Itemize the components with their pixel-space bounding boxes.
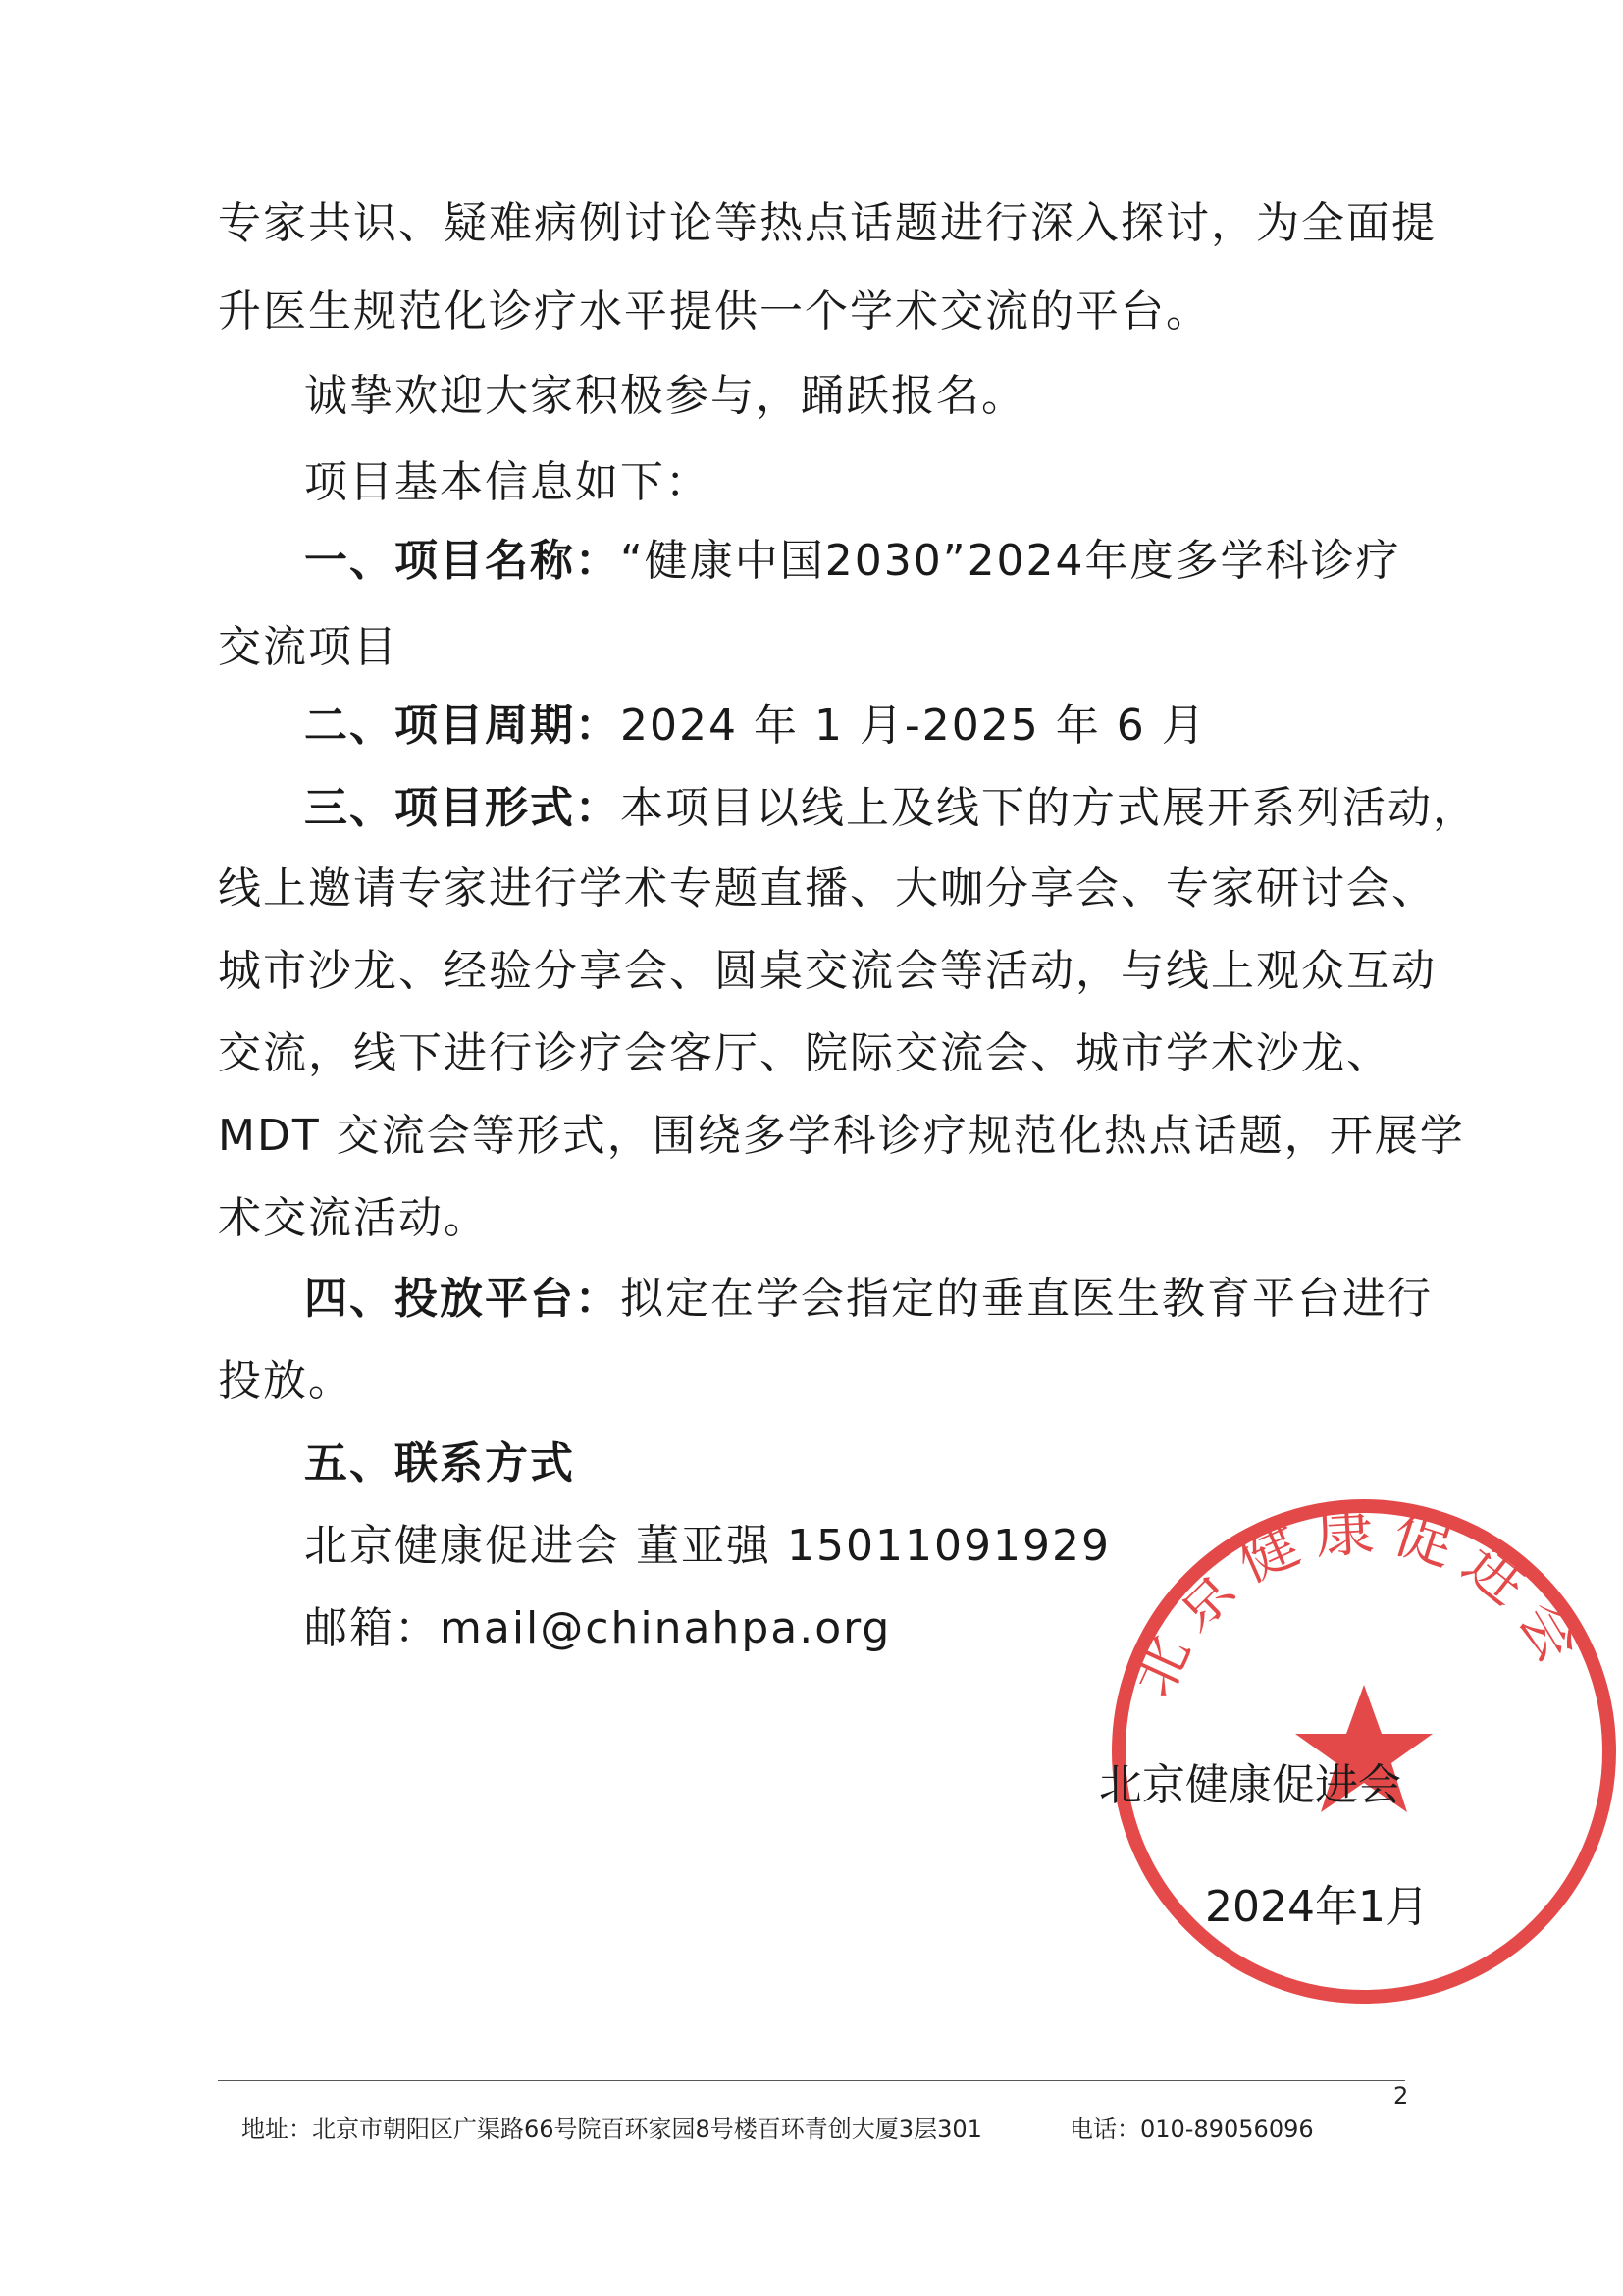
paragraph-line [218,618,398,677]
paragraph-line [218,860,1437,918]
paragraph-line [218,1189,489,1248]
paragraph-line [218,194,1437,253]
body-text: 线上邀请专家进行学术专题直播、大咖分享会、专家研讨会、 [218,863,1437,913]
contact-name: 董亚强 [636,1521,771,1571]
contact-org: 北京健康促进会 [304,1521,620,1571]
paragraph-line [304,367,1026,426]
section-platform [304,1270,1433,1329]
body-text: MDT 交流会等形式，围绕多学科诊疗规范化热点话题，开展学 [218,1111,1465,1161]
paragraph-line [218,283,1211,341]
email-label: 邮箱： [304,1603,440,1653]
footer-address: 地址：北京市朝阳区广渠路66号院百环家园8号楼百环青创大厦3层301 [241,2115,982,2143]
paragraph-line [218,1352,353,1411]
section-label: 二、项目周期： [304,701,620,751]
signature-date: 2024年1月 [1205,1882,1429,1932]
footer-phone: 电话：010-89056096 [1070,2115,1314,2143]
body-text: 投放。 [218,1356,353,1406]
body-text: 城市沙龙、经验分享会、圆桌交流会等活动，与线上观众互动 [218,946,1437,996]
email-line [304,1599,891,1658]
body-text: 项目基本信息如下： [304,457,710,507]
section-text: “健康中国2030”2024年度多学科诊疗 [620,536,1401,586]
body-text: 诚挚欢迎大家积极参与，踊跃报名。 [304,371,1026,421]
footer-divider [218,2080,1405,2081]
body-text: 交流项目 [218,622,398,672]
paragraph-line [218,1107,1465,1166]
section-text: 本项目以线上及线下的方式展开系列活动， [620,783,1478,833]
contact-phone: 15011091929 [787,1521,1111,1571]
section-text: 拟定在学会指定的垂直医生教育平台进行 [620,1274,1433,1324]
body-text: 专家共识、疑难病例讨论等热点话题进行深入探讨，为全面提 [218,198,1437,248]
section-label: 四、投放平台： [304,1274,620,1324]
body-text: 升医生规范化诊疗水平提供一个学术交流的平台。 [218,287,1211,337]
section-label: 五、联系方式 [304,1438,575,1488]
section-project-period [304,697,1207,756]
section-label: 一、项目名称： [304,536,620,586]
paragraph-line [218,1024,1391,1083]
signature-org: 北京健康促进会 [1099,1760,1401,1810]
body-text: 交流，线下进行诊疗会客厅、院际交流会、城市学术沙龙、 [218,1028,1391,1078]
body-text: 术交流活动。 [218,1193,489,1243]
paragraph-line [304,453,710,512]
section-contact-heading [304,1435,575,1493]
page-number: 2 [1393,2082,1409,2110]
section-label: 三、项目形式： [304,783,620,833]
seal-text: 北京健康促进会 [1117,1494,1601,1707]
section-project-name [304,532,1401,591]
paragraph-line [218,942,1437,1001]
contact-line [304,1517,1111,1576]
email-address[interactable]: mail@chinahpa.org [440,1603,892,1653]
official-seal-icon [1089,1477,1623,2026]
section-text: 2024 年 1 月-2025 年 6 月 [620,701,1207,751]
section-project-format [304,779,1478,838]
